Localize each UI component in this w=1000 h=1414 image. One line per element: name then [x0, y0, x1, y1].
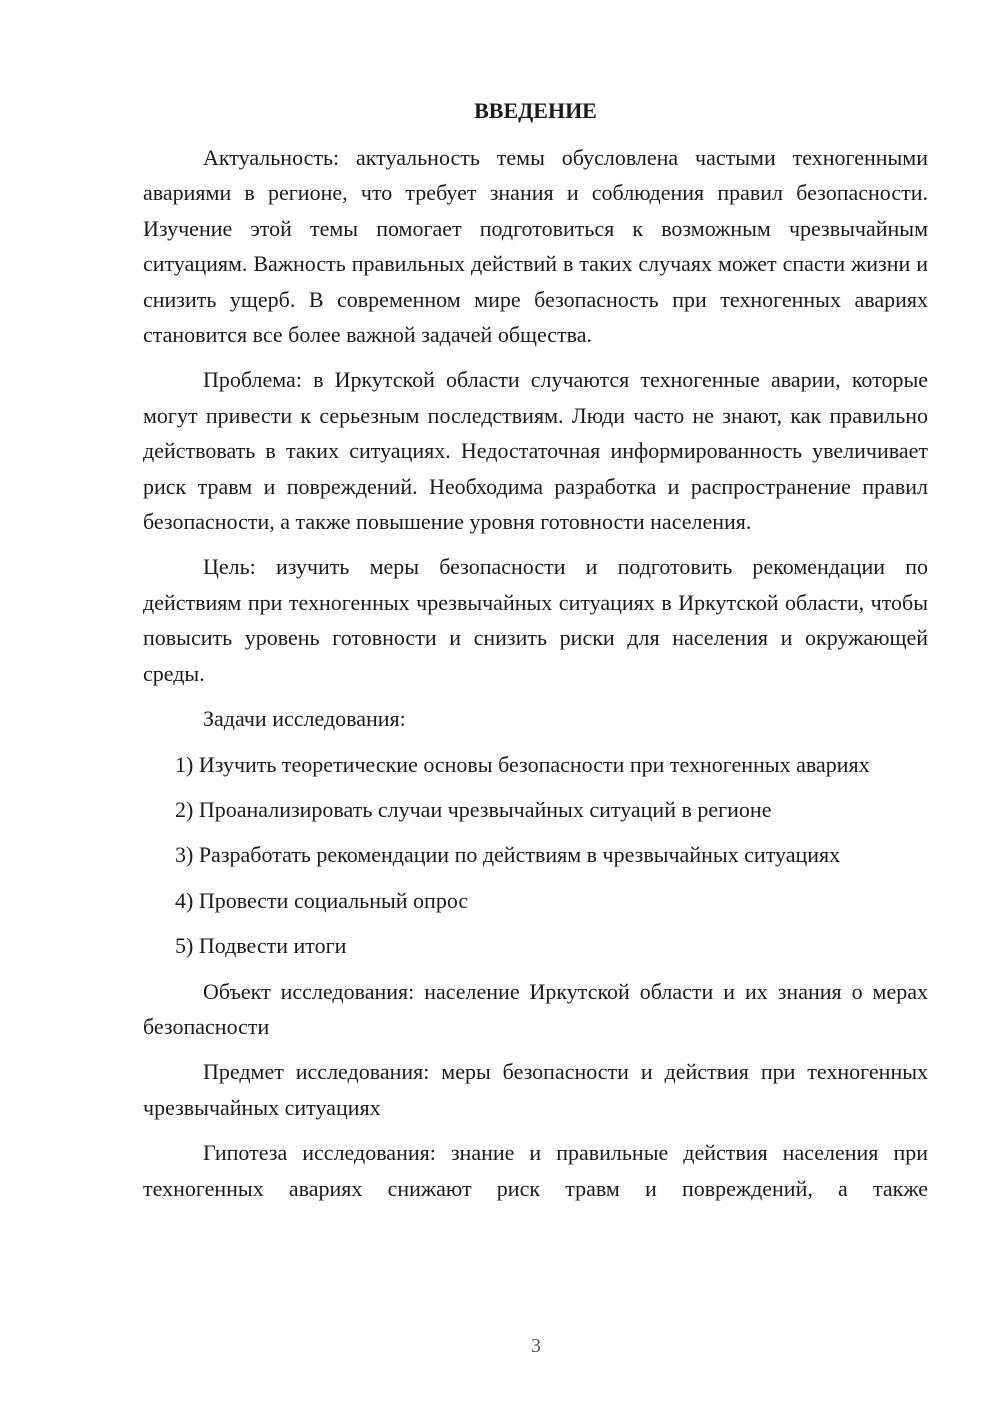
object-paragraph: Объект исследования: население Иркутской области и их знания о мерах безопасности [143, 978, 928, 1039]
page-number: 3 [531, 1335, 541, 1357]
problem-paragraph: Проблема: в Иркутской области случаются техногенные аварии, которые могут привести к серьезным последствиям. Люди часто не знают, как правильно действовать в таких ситуациях. Недостаточная информированность увеличивает риск травм и повреждений. Необходима разработка и распространение правил безопасности, а также повышение уровня готовности населения. [143, 367, 928, 535]
relevance-paragraph: Актуальность: актуальность темы обусловлена частыми техногенными авариями в регионе, что требует знания и соблюдения правил безопасности. Изучение этой темы помогает подготовиться к возможным чрезвычайным ситуациям. Важность правильных действий в таких случаях может спасти жизни и снизить ущерб. В современном мире безопасность при техногенных авариях становится все более важной задачей общества. [143, 145, 928, 348]
hypothesis-paragraph: Гипотеза исследования: знание и правильные действия населения при техногенных авариях снижают риск травм и повреждений, а также [143, 1140, 928, 1201]
task-item-1: 1) Изучить теоретические основы безопасности при техногенных авариях [175, 751, 870, 777]
tasks-heading: Задачи исследования: [203, 706, 406, 732]
section-title: ВВЕДЕНИЕ [474, 98, 597, 123]
task-item-5: 5) Подвести итоги [175, 933, 347, 959]
task-item-3: 3) Разработать рекомендации по действиям в чрезвычайных ситуациях [175, 842, 841, 868]
document-page [143, 96, 928, 1205]
goal-paragraph: Цель: изучить меры безопасности и подготовить рекомендации по действиям при техногенных чрезвычайных ситуациях в Иркутской области, чтобы повысить уровень готовности и снизить риски для населения и окружающей среды. [143, 554, 928, 686]
subject-paragraph: Предмет исследования: меры безопасности и действия при техногенных чрезвычайных ситуациях [143, 1059, 928, 1120]
task-item-2: 2) Проанализировать случаи чрезвычайных ситуаций в регионе [175, 796, 772, 822]
task-item-4: 4) Провести социальный опрос [175, 887, 469, 913]
